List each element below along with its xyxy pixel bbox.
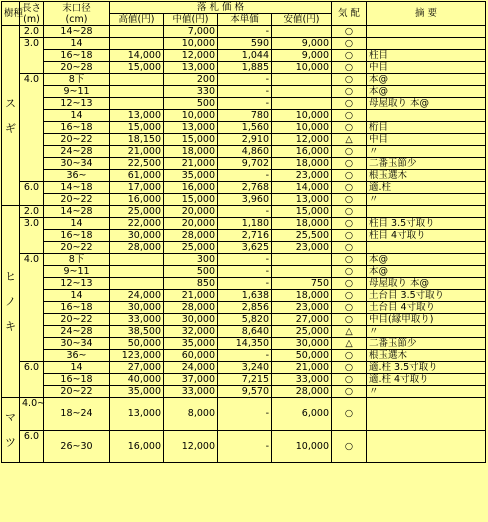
high-price-cell: 123,000 bbox=[110, 350, 164, 362]
mood-cell: ○ bbox=[332, 374, 367, 386]
mid-price-cell: 8,000 bbox=[164, 398, 218, 431]
header-low: 安値(円) bbox=[272, 14, 332, 26]
table-row bbox=[2, 230, 486, 242]
diameter-cell: 14 bbox=[44, 218, 110, 230]
high-price-cell bbox=[110, 74, 164, 86]
low-price-cell: 13,000 bbox=[272, 194, 332, 206]
table-row bbox=[2, 374, 486, 386]
mid-price-cell: 7,000 bbox=[164, 26, 218, 38]
header-diameter: 末口径 (cm) bbox=[44, 2, 110, 26]
summary-cell: 土台目 3.5寸取り bbox=[367, 290, 486, 302]
summary-cell: 〃 bbox=[367, 194, 486, 206]
summary-cell: 根玉選木 bbox=[367, 170, 486, 182]
header-species: 樹種 bbox=[2, 2, 20, 26]
table-row bbox=[2, 350, 486, 362]
summary-cell: 柱目 3.5寸取り bbox=[367, 218, 486, 230]
unit-price-cell: - bbox=[218, 98, 272, 110]
species-char: ギ bbox=[5, 121, 16, 135]
summary-cell bbox=[367, 242, 486, 254]
mid-price-cell: 20,000 bbox=[164, 218, 218, 230]
high-price-cell bbox=[110, 278, 164, 290]
mid-price-cell: 32,000 bbox=[164, 326, 218, 338]
length-cell: 2.0 bbox=[20, 206, 44, 218]
unit-price-cell: - bbox=[218, 170, 272, 182]
diameter-cell: 20~22 bbox=[44, 242, 110, 254]
mood-cell: △ bbox=[332, 134, 367, 146]
unit-price-cell: 780 bbox=[218, 110, 272, 122]
low-price-cell bbox=[272, 266, 332, 278]
species-cell bbox=[2, 206, 20, 398]
table-row bbox=[2, 122, 486, 134]
unit-price-cell: 2,716 bbox=[218, 230, 272, 242]
diameter-cell: 14~18 bbox=[44, 182, 110, 194]
low-price-cell: 27,000 bbox=[272, 314, 332, 326]
header-mood: 気 配 bbox=[332, 2, 367, 26]
high-price-cell: 15,000 bbox=[110, 122, 164, 134]
summary-cell: 中目(縁甲取り) bbox=[367, 314, 486, 326]
mid-price-cell: 30,000 bbox=[164, 314, 218, 326]
unit-price-cell: 9,702 bbox=[218, 158, 272, 170]
low-price-cell: 10,000 bbox=[272, 62, 332, 74]
mid-price-cell: 10,000 bbox=[164, 38, 218, 50]
table-row bbox=[2, 158, 486, 170]
mood-cell: ○ bbox=[332, 74, 367, 86]
mood-cell: ○ bbox=[332, 254, 367, 266]
unit-price-cell: 1,885 bbox=[218, 62, 272, 74]
unit-price-cell: - bbox=[218, 86, 272, 98]
unit-price-cell: - bbox=[218, 26, 272, 38]
summary-cell: 適.柱 bbox=[367, 182, 486, 194]
high-price-cell: 30,000 bbox=[110, 302, 164, 314]
diameter-cell: 9~11 bbox=[44, 86, 110, 98]
summary-cell: 本@ bbox=[367, 86, 486, 98]
diameter-cell: 9~11 bbox=[44, 266, 110, 278]
low-price-cell: 23,000 bbox=[272, 170, 332, 182]
high-price-cell: 28,000 bbox=[110, 242, 164, 254]
low-price-cell: 23,000 bbox=[272, 302, 332, 314]
unit-price-cell: - bbox=[218, 254, 272, 266]
table-row bbox=[2, 182, 486, 194]
low-price-cell: 16,000 bbox=[272, 146, 332, 158]
summary-cell bbox=[367, 206, 486, 218]
mood-cell: ○ bbox=[332, 398, 367, 431]
diameter-cell: 30~34 bbox=[44, 158, 110, 170]
unit-price-cell: 9,570 bbox=[218, 386, 272, 398]
mood-cell: ○ bbox=[332, 170, 367, 182]
table-row bbox=[2, 38, 486, 50]
diameter-cell: 20~22 bbox=[44, 314, 110, 326]
unit-price-cell: 1,638 bbox=[218, 290, 272, 302]
unit-price-cell: 7,215 bbox=[218, 374, 272, 386]
mid-price-cell: 35,000 bbox=[164, 338, 218, 350]
header-high: 高値(円) bbox=[110, 14, 164, 26]
mid-price-cell: 10,000 bbox=[164, 110, 218, 122]
summary-cell: 桁目 bbox=[367, 122, 486, 134]
mood-cell: ○ bbox=[332, 350, 367, 362]
high-price-cell: 21,000 bbox=[110, 146, 164, 158]
auction-price-table bbox=[1, 1, 486, 463]
table-row bbox=[2, 218, 486, 230]
low-price-cell: 21,000 bbox=[272, 362, 332, 374]
mood-cell: ○ bbox=[332, 230, 367, 242]
diameter-cell: 14~28 bbox=[44, 206, 110, 218]
summary-cell bbox=[367, 38, 486, 50]
mood-cell: ○ bbox=[332, 206, 367, 218]
high-price-cell: 22,500 bbox=[110, 158, 164, 170]
unit-price-cell: 3,625 bbox=[218, 242, 272, 254]
mood-cell: ○ bbox=[332, 110, 367, 122]
high-price-cell: 40,000 bbox=[110, 374, 164, 386]
low-price-cell: 18,000 bbox=[272, 290, 332, 302]
summary-cell: 中目 bbox=[367, 62, 486, 74]
species-char: ヒ bbox=[5, 270, 16, 283]
unit-price-cell: 1,044 bbox=[218, 50, 272, 62]
low-price-cell bbox=[272, 26, 332, 38]
mood-cell: ○ bbox=[332, 146, 367, 158]
length-cell: 6.0 bbox=[20, 430, 44, 463]
species-char: マ bbox=[5, 411, 16, 424]
unit-price-cell: 590 bbox=[218, 38, 272, 50]
low-price-cell bbox=[272, 98, 332, 110]
mid-price-cell: 18,000 bbox=[164, 146, 218, 158]
mood-cell: ○ bbox=[332, 182, 367, 194]
mood-cell: ○ bbox=[332, 430, 367, 463]
high-price-cell: 18,150 bbox=[110, 134, 164, 146]
high-price-cell: 50,000 bbox=[110, 338, 164, 350]
table-row bbox=[2, 134, 486, 146]
mid-price-cell: 200 bbox=[164, 74, 218, 86]
summary-cell: 母屋取り 本@ bbox=[367, 278, 486, 290]
diameter-cell: 14~28 bbox=[44, 26, 110, 38]
low-price-cell: 15,000 bbox=[272, 206, 332, 218]
low-price-cell: 25,000 bbox=[272, 326, 332, 338]
summary-cell: 根玉選木 bbox=[367, 350, 486, 362]
mood-cell: △ bbox=[332, 338, 367, 350]
diameter-cell: 16~18 bbox=[44, 230, 110, 242]
diameter-cell: 14 bbox=[44, 110, 110, 122]
table-row bbox=[2, 278, 486, 290]
unit-price-cell: 3,240 bbox=[218, 362, 272, 374]
length-cell: 4.0 bbox=[20, 74, 44, 182]
unit-price-cell: - bbox=[218, 278, 272, 290]
high-price-cell: 14,000 bbox=[110, 50, 164, 62]
high-price-cell: 25,000 bbox=[110, 206, 164, 218]
diameter-cell: 36~ bbox=[44, 170, 110, 182]
high-price-cell: 61,000 bbox=[110, 170, 164, 182]
diameter-cell: 8下 bbox=[44, 254, 110, 266]
header-summary: 摘 要 bbox=[367, 2, 486, 26]
mood-cell: ○ bbox=[332, 98, 367, 110]
high-price-cell: 24,000 bbox=[110, 290, 164, 302]
diameter-cell: 26~30 bbox=[44, 430, 110, 463]
summary-cell: 適.柱 3.5寸取り bbox=[367, 362, 486, 374]
table-row bbox=[2, 386, 486, 398]
high-price-cell bbox=[110, 86, 164, 98]
mood-cell: ○ bbox=[332, 158, 367, 170]
table-row bbox=[2, 26, 486, 38]
summary-cell: 柱目 4寸取り bbox=[367, 230, 486, 242]
mood-cell: ○ bbox=[332, 194, 367, 206]
header-mid: 中値(円) bbox=[164, 14, 218, 26]
mid-price-cell: 500 bbox=[164, 98, 218, 110]
summary-cell: 土台目 4寸取り bbox=[367, 302, 486, 314]
high-price-cell: 16,000 bbox=[110, 430, 164, 463]
low-price-cell: 50,000 bbox=[272, 350, 332, 362]
unit-price-cell: 8,640 bbox=[218, 326, 272, 338]
diameter-cell: 16~18 bbox=[44, 374, 110, 386]
low-price-cell: 6,000 bbox=[272, 398, 332, 431]
mood-cell: ○ bbox=[332, 362, 367, 374]
low-price-cell: 33,000 bbox=[272, 374, 332, 386]
diameter-cell: 8下 bbox=[44, 74, 110, 86]
low-price-cell: 10,000 bbox=[272, 110, 332, 122]
species-char: ツ bbox=[5, 436, 16, 449]
low-price-cell: 14,000 bbox=[272, 182, 332, 194]
diameter-cell: 16~18 bbox=[44, 50, 110, 62]
low-price-cell: 750 bbox=[272, 278, 332, 290]
table-row bbox=[2, 314, 486, 326]
mid-price-cell: 28,000 bbox=[164, 302, 218, 314]
unit-price-cell: - bbox=[218, 430, 272, 463]
table-row bbox=[2, 74, 486, 86]
summary-cell: 本@ bbox=[367, 74, 486, 86]
low-price-cell: 9,000 bbox=[272, 38, 332, 50]
diameter-cell: 14 bbox=[44, 290, 110, 302]
high-price-cell: 22,000 bbox=[110, 218, 164, 230]
diameter-cell: 20~22 bbox=[44, 194, 110, 206]
low-price-cell: 18,000 bbox=[272, 158, 332, 170]
mood-cell: ○ bbox=[332, 218, 367, 230]
low-price-cell bbox=[272, 254, 332, 266]
low-price-cell: 23,000 bbox=[272, 242, 332, 254]
summary-cell: 二番玉節少 bbox=[367, 158, 486, 170]
diameter-cell: 12~13 bbox=[44, 278, 110, 290]
table-row bbox=[2, 110, 486, 122]
mid-price-cell: 35,000 bbox=[164, 170, 218, 182]
diameter-cell: 14 bbox=[44, 38, 110, 50]
unit-price-cell: 4,860 bbox=[218, 146, 272, 158]
mid-price-cell: 12,000 bbox=[164, 430, 218, 463]
high-price-cell bbox=[110, 98, 164, 110]
diameter-cell: 20~22 bbox=[44, 386, 110, 398]
table-row bbox=[2, 338, 486, 350]
high-price-cell: 13,000 bbox=[110, 110, 164, 122]
unit-price-cell: - bbox=[218, 266, 272, 278]
low-price-cell: 25,500 bbox=[272, 230, 332, 242]
mid-price-cell: 13,000 bbox=[164, 62, 218, 74]
table-row bbox=[2, 302, 486, 314]
low-price-cell bbox=[272, 86, 332, 98]
summary-cell: 〃 bbox=[367, 386, 486, 398]
species-char: キ bbox=[5, 320, 16, 333]
diameter-cell: 20~28 bbox=[44, 62, 110, 74]
summary-cell: 本@ bbox=[367, 266, 486, 278]
mid-price-cell: 12,000 bbox=[164, 50, 218, 62]
diameter-cell: 24~28 bbox=[44, 146, 110, 158]
low-price-cell bbox=[272, 74, 332, 86]
table-row bbox=[2, 362, 486, 374]
high-price-cell: 30,000 bbox=[110, 230, 164, 242]
unit-price-cell: 2,910 bbox=[218, 134, 272, 146]
high-price-cell: 35,000 bbox=[110, 386, 164, 398]
table-row bbox=[2, 170, 486, 182]
unit-price-cell: 2,768 bbox=[218, 182, 272, 194]
mood-cell: ○ bbox=[332, 290, 367, 302]
summary-cell bbox=[367, 398, 486, 431]
unit-price-cell: - bbox=[218, 206, 272, 218]
species-char: ノ bbox=[5, 295, 16, 308]
summary-cell: 本@ bbox=[367, 254, 486, 266]
diameter-cell: 20~22 bbox=[44, 134, 110, 146]
mid-price-cell: 16,000 bbox=[164, 182, 218, 194]
low-price-cell: 10,000 bbox=[272, 122, 332, 134]
unit-price-cell: 1,560 bbox=[218, 122, 272, 134]
mid-price-cell: 300 bbox=[164, 254, 218, 266]
mood-cell: ○ bbox=[332, 38, 367, 50]
table-row bbox=[2, 266, 486, 278]
unit-price-cell: 3,960 bbox=[218, 194, 272, 206]
table-row bbox=[2, 430, 486, 463]
mood-cell: ○ bbox=[332, 242, 367, 254]
mood-cell: ○ bbox=[332, 26, 367, 38]
mid-price-cell: 33,000 bbox=[164, 386, 218, 398]
table-row bbox=[2, 206, 486, 218]
mood-cell: ○ bbox=[332, 62, 367, 74]
summary-cell bbox=[367, 430, 486, 463]
mood-cell: ○ bbox=[332, 86, 367, 98]
high-price-cell: 33,000 bbox=[110, 314, 164, 326]
table-row bbox=[2, 290, 486, 302]
table-row bbox=[2, 254, 486, 266]
length-cell: 3.0 bbox=[20, 218, 44, 254]
mid-price-cell: 24,000 bbox=[164, 362, 218, 374]
diameter-cell: 12~13 bbox=[44, 98, 110, 110]
high-price-cell: 15,000 bbox=[110, 62, 164, 74]
mid-price-cell: 15,000 bbox=[164, 134, 218, 146]
table-row bbox=[2, 86, 486, 98]
summary-cell: 母屋取り 本@ bbox=[367, 98, 486, 110]
table-row bbox=[2, 50, 486, 62]
diameter-cell: 14 bbox=[44, 362, 110, 374]
high-price-cell bbox=[110, 254, 164, 266]
species-char: ス bbox=[5, 96, 16, 110]
mood-cell: ○ bbox=[332, 302, 367, 314]
mid-price-cell: 21,000 bbox=[164, 158, 218, 170]
diameter-cell: 16~18 bbox=[44, 122, 110, 134]
high-price-cell: 13,000 bbox=[110, 398, 164, 431]
summary-cell bbox=[367, 110, 486, 122]
header-length: 長さ (m) bbox=[20, 2, 44, 26]
high-price-cell bbox=[110, 266, 164, 278]
mid-price-cell: 330 bbox=[164, 86, 218, 98]
table-row bbox=[2, 242, 486, 254]
table-row bbox=[2, 398, 486, 431]
summary-cell: 〃 bbox=[367, 326, 486, 338]
unit-price-cell: - bbox=[218, 350, 272, 362]
mid-price-cell: 60,000 bbox=[164, 350, 218, 362]
mood-cell: ○ bbox=[332, 278, 367, 290]
length-cell: 4.0 bbox=[20, 254, 44, 362]
mid-price-cell: 15,000 bbox=[164, 194, 218, 206]
summary-cell: 〃 bbox=[367, 146, 486, 158]
unit-price-cell: 1,180 bbox=[218, 218, 272, 230]
length-cell: 3.0 bbox=[20, 38, 44, 74]
low-price-cell: 9,000 bbox=[272, 50, 332, 62]
mid-price-cell: 20,000 bbox=[164, 206, 218, 218]
diameter-cell: 36~ bbox=[44, 350, 110, 362]
mid-price-cell: 500 bbox=[164, 266, 218, 278]
summary-cell: 中目 bbox=[367, 134, 486, 146]
unit-price-cell: - bbox=[218, 398, 272, 431]
low-price-cell: 28,000 bbox=[272, 386, 332, 398]
header-unit: 本単価 bbox=[218, 14, 272, 26]
table-row bbox=[2, 326, 486, 338]
table-body bbox=[2, 26, 486, 463]
unit-price-cell: 5,820 bbox=[218, 314, 272, 326]
length-cell: 2.0 bbox=[20, 26, 44, 38]
species-cell bbox=[2, 26, 20, 206]
unit-price-cell: 14,350 bbox=[218, 338, 272, 350]
mood-cell: ○ bbox=[332, 266, 367, 278]
table-row bbox=[2, 194, 486, 206]
summary-cell bbox=[367, 26, 486, 38]
diameter-cell: 18~24 bbox=[44, 398, 110, 431]
high-price-cell: 17,000 bbox=[110, 182, 164, 194]
low-price-cell: 18,000 bbox=[272, 218, 332, 230]
mid-price-cell: 37,000 bbox=[164, 374, 218, 386]
mid-price-cell: 28,000 bbox=[164, 230, 218, 242]
diameter-cell: 24~28 bbox=[44, 326, 110, 338]
summary-cell: 柱目 bbox=[367, 50, 486, 62]
mid-price-cell: 13,000 bbox=[164, 122, 218, 134]
table-row bbox=[2, 62, 486, 74]
unit-price-cell: - bbox=[218, 74, 272, 86]
mood-cell: ○ bbox=[332, 314, 367, 326]
low-price-cell: 10,000 bbox=[272, 430, 332, 463]
species-cell bbox=[2, 398, 20, 463]
length-cell: 4.0~ bbox=[20, 398, 44, 431]
table-row bbox=[2, 146, 486, 158]
high-price-cell: 16,000 bbox=[110, 194, 164, 206]
length-cell: 6.0 bbox=[20, 362, 44, 398]
low-price-cell: 30,000 bbox=[272, 338, 332, 350]
high-price-cell: 38,500 bbox=[110, 326, 164, 338]
high-price-cell bbox=[110, 26, 164, 38]
header-price-group: 落 札 価 格 bbox=[110, 2, 332, 14]
high-price-cell: 27,000 bbox=[110, 362, 164, 374]
mood-cell: △ bbox=[332, 326, 367, 338]
length-cell: 6.0 bbox=[20, 182, 44, 206]
mood-cell: ○ bbox=[332, 122, 367, 134]
summary-cell: 二番玉節少 bbox=[367, 338, 486, 350]
mid-price-cell: 850 bbox=[164, 278, 218, 290]
mood-cell: ○ bbox=[332, 50, 367, 62]
mid-price-cell: 25,000 bbox=[164, 242, 218, 254]
high-price-cell bbox=[110, 38, 164, 50]
diameter-cell: 16~18 bbox=[44, 302, 110, 314]
summary-cell: 適.柱 4寸取り bbox=[367, 374, 486, 386]
table-row bbox=[2, 98, 486, 110]
mood-cell: ○ bbox=[332, 386, 367, 398]
mid-price-cell: 21,000 bbox=[164, 290, 218, 302]
unit-price-cell: 2,856 bbox=[218, 302, 272, 314]
low-price-cell: 12,000 bbox=[272, 134, 332, 146]
diameter-cell: 30~34 bbox=[44, 338, 110, 350]
